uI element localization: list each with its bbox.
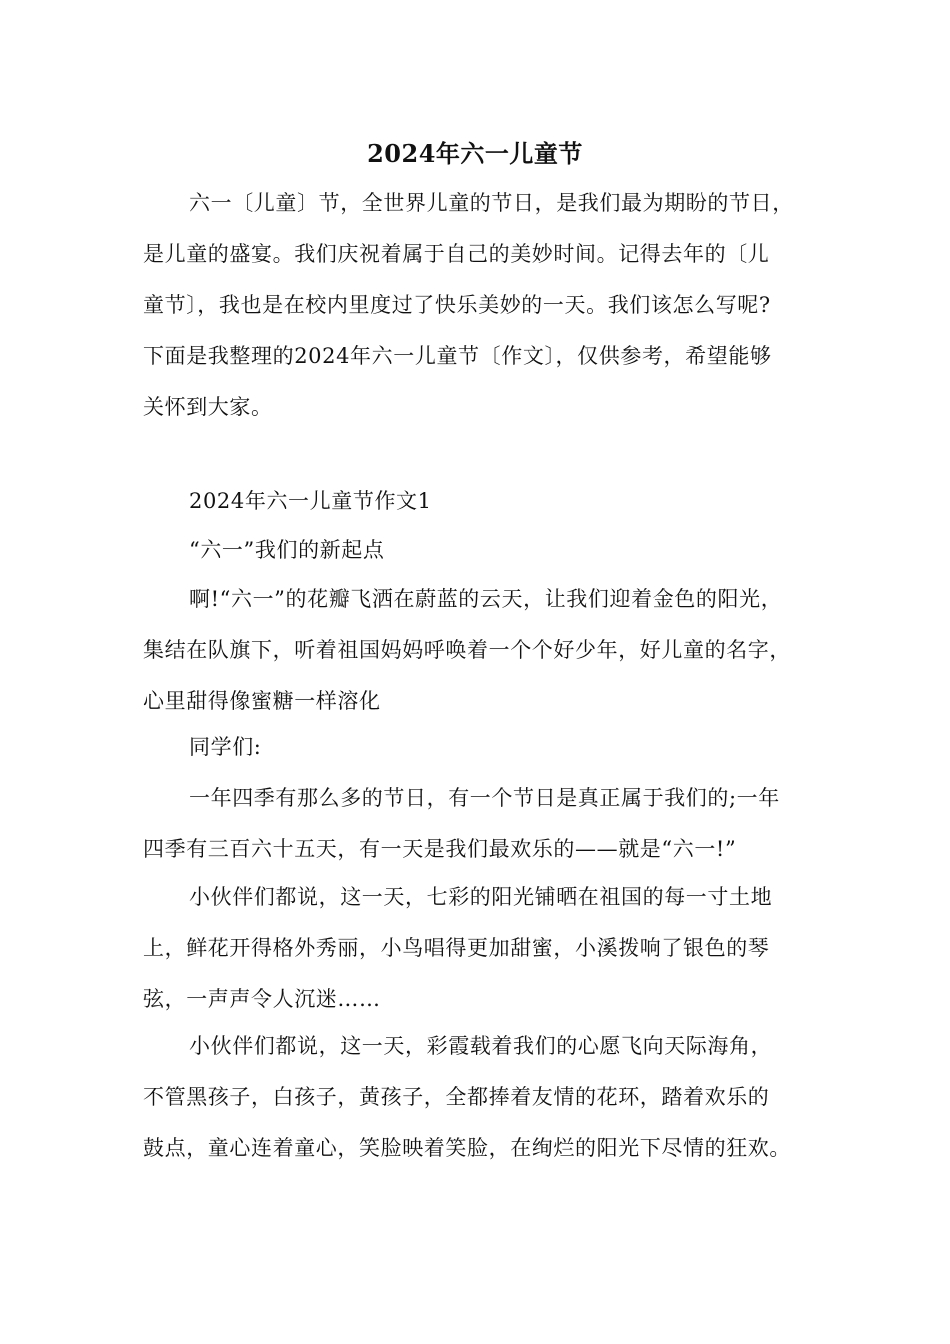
essay-subtitle: “六一”我们的新起点: [189, 538, 385, 562]
paragraph-line: 弦，一声声令人沉迷……: [143, 987, 381, 1011]
intro-line: 关怀到大家。: [143, 395, 273, 419]
paragraph-line: 啊!“六一”的花瓣飞洒在蔚蓝的云天，让我们迎着金色的阳光，: [189, 587, 783, 611]
intro-line: 下面是我整理的2024年六一儿童节〔作文〕，仅供参考，希望能够: [143, 344, 772, 368]
document-title: 2024年六一儿童节: [367, 139, 583, 168]
paragraph-line: 小伙伴们都说，这一天，七彩的阳光铺晒在祖国的每一寸土地: [189, 885, 773, 909]
intro-line: 童节〕，我也是在校内里度过了快乐美妙的一天。我们该怎么写呢?: [143, 293, 771, 317]
essay-paragraph-4: [143, 1021, 833, 1174]
essay-heading: 2024年六一儿童节作文1: [189, 489, 432, 513]
paragraph-line: 上，鲜花开得格外秀丽，小鸟唱得更加甜蜜，小溪拨响了银色的琴: [143, 936, 770, 960]
paragraph-line: 心里甜得像蜜糖一样溶化: [143, 689, 381, 713]
intro-line: 六一〔儿童〕节，全世界儿童的节日，是我们最为期盼的节日，: [189, 191, 794, 215]
intro-paragraph: [143, 178, 833, 433]
essay-paragraph-1: [143, 574, 833, 727]
essay-paragraph-2: [143, 773, 833, 875]
paragraph-line: 小伙伴们都说，这一天，彩霞载着我们的心愿飞向天际海角，: [189, 1034, 773, 1058]
paragraph-line: 四季有三百六十五天，有一天是我们最欢乐的——就是“六一!”: [143, 837, 737, 861]
paragraph-line: 集结在队旗下，听着祖国妈妈呼唤着一个个好少年，好儿童的名字，: [143, 638, 791, 662]
essay-paragraph-3: [143, 872, 833, 1025]
paragraph-line: 一年四季有那么多的节日，有一个节日是真正属于我们的;一年: [189, 786, 780, 810]
paragraph-line: 鼓点，童心连着童心，笑脸映着笑脸，在绚烂的阳光下尽情的狂欢。: [143, 1136, 791, 1160]
intro-line: 是儿童的盛宴。我们庆祝着属于自己的美妙时间。记得去年的〔儿: [143, 242, 770, 266]
greeting: 同学们:: [189, 735, 262, 759]
paragraph-line: 不管黑孩子，白孩子，黄孩子，全都捧着友情的花环，踏着欢乐的: [143, 1085, 770, 1109]
